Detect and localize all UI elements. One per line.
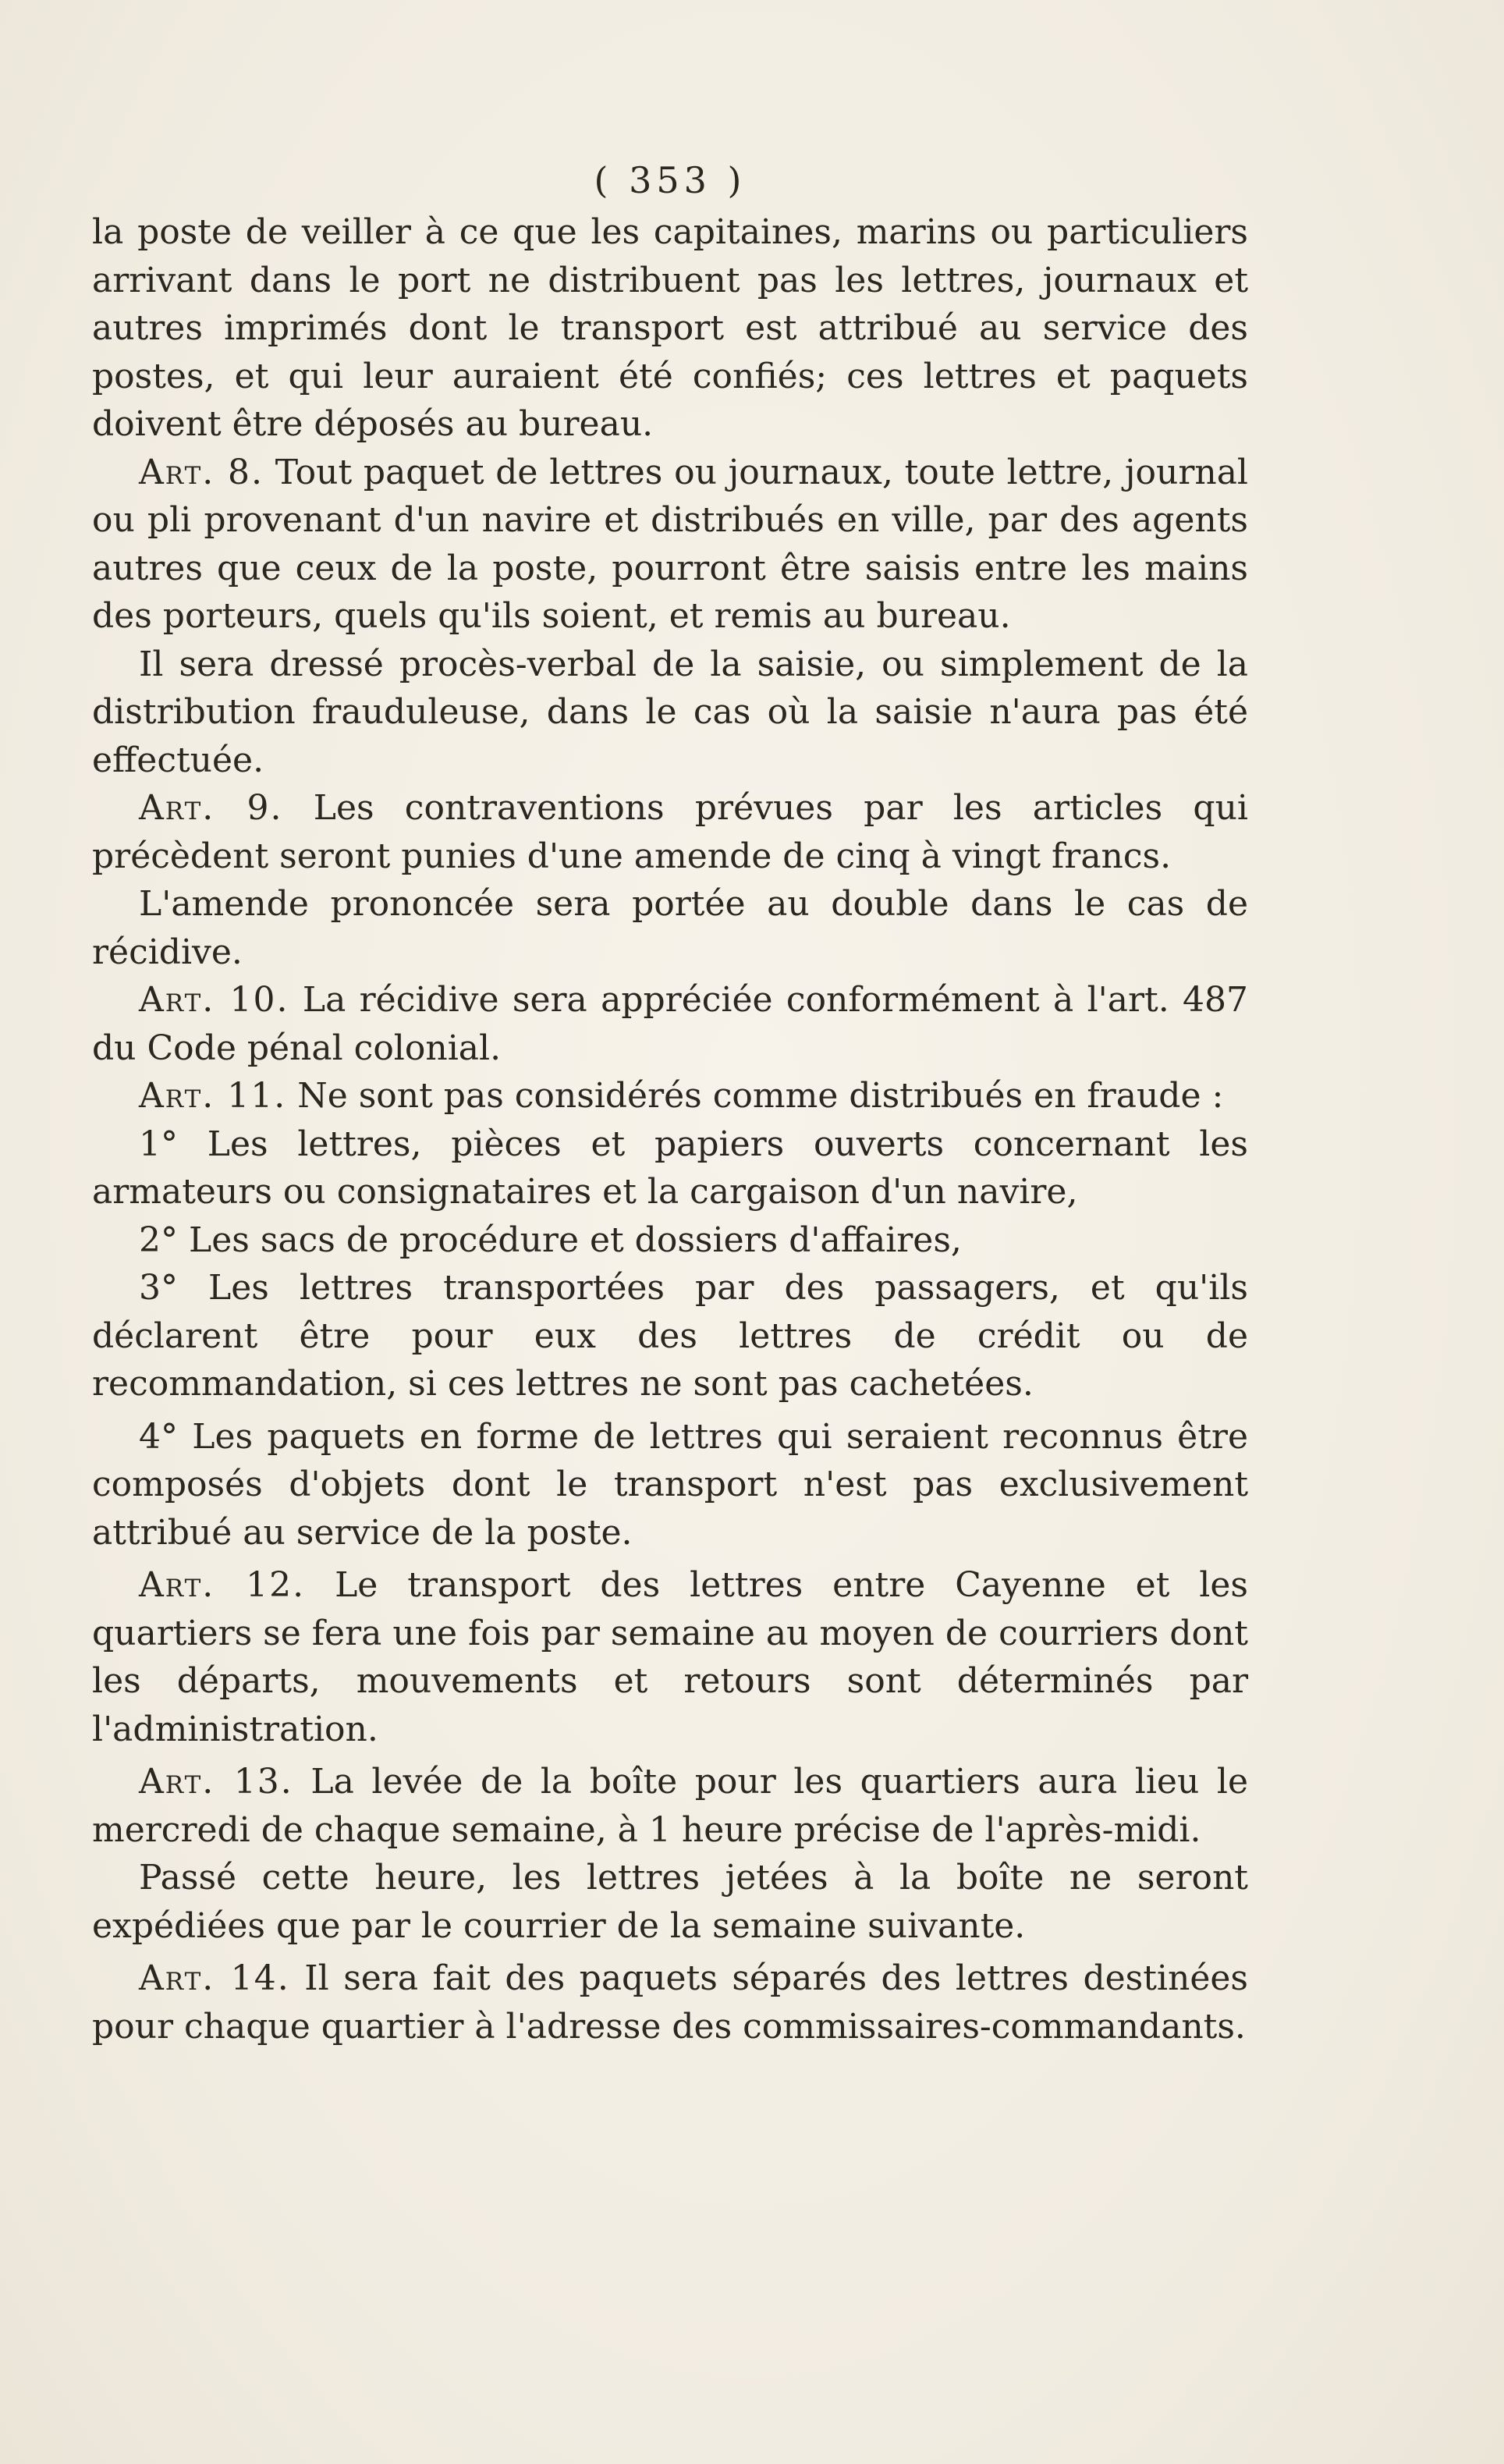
- page-number: ( 353 ): [594, 159, 747, 201]
- paragraph-text: Les lettres transportées par des passagers, et qu'ils déclarent être pour eux des lettres de crédit ou de recommandation, si ces lettres ne sont pas cachetées.: [92, 1268, 1248, 1404]
- paragraph-text: Les paquets en forme de lettres qui seraient reconnus être composés d'objets dont le transport n'est pas exclusivement attribué au service de la poste.: [92, 1416, 1248, 1553]
- paragraph-passe-cette-heure: [92, 1854, 1248, 1950]
- paragraph-text: La récidive sera appréciée conformément à l'art. 487 du Code pénal colonial.: [92, 980, 1248, 1068]
- paragraph-text: La levée de la boîte pour les quartiers aura lieu le mercredi de chaque semaine, à 1 heure précise de l'après-midi.: [92, 1762, 1248, 1850]
- article-12: [92, 1561, 1248, 1753]
- list-item-number: 2°: [139, 1220, 178, 1260]
- article-heading: Art. 9.: [139, 788, 283, 828]
- list-item-number: 1°: [139, 1124, 178, 1164]
- article-heading: Art. 12.: [139, 1565, 306, 1605]
- paragraph-amende: [92, 880, 1248, 976]
- list-item-4: [92, 1413, 1248, 1557]
- list-item-1: [92, 1120, 1248, 1216]
- article-heading: Art. 14.: [139, 1958, 290, 1998]
- article-13: [92, 1758, 1248, 1854]
- paragraph-text: L'amende prononcée sera portée au double dans le cas de récidive.: [92, 884, 1248, 972]
- paragraph-proces-verbal: [92, 641, 1248, 785]
- article-9: [92, 784, 1248, 880]
- list-item-number: 4°: [139, 1416, 178, 1457]
- article-heading: Art. 11.: [139, 1076, 287, 1116]
- article-10: [92, 976, 1248, 1072]
- article-heading: Art. 10.: [139, 980, 289, 1020]
- list-item-3: [92, 1264, 1248, 1408]
- article-11: [92, 1072, 1248, 1120]
- article-heading: Art. 8.: [139, 452, 264, 492]
- paragraph-text: Ne sont pas considérés comme distribués en fraude :: [297, 1076, 1224, 1116]
- paragraph-continuation: [92, 208, 1248, 449]
- paragraph-text: Il sera dressé procès-verbal de la saisie, ou simplement de la distribution frauduleuse, dans le cas où la saisie n'aura pas été effectuée.: [92, 644, 1248, 780]
- document-text-block: [92, 152, 1248, 2050]
- paragraph-text: Les contraventions prévues par les articles qui précèdent seront punies d'une amende de cinq à vingt francs.: [92, 788, 1248, 876]
- paragraph-text: Les lettres, pièces et papiers ouverts concernant les armateurs ou consignataires et la cargaison d'un navire,: [92, 1124, 1248, 1212]
- paragraph-text: Il sera fait des paquets séparés des lettres destinées pour chaque quartier à l'adresse des commissaires-commandants.: [92, 1958, 1248, 2047]
- paragraph-text: Passé cette heure, les lettres jetées à la boîte ne seront expédiées que par le courrier de la semaine suivante.: [92, 1858, 1248, 1946]
- paragraph-text: Les sacs de procédure et dossiers d'affaires,: [189, 1220, 962, 1260]
- list-item-number: 3°: [139, 1268, 178, 1308]
- article-8: [92, 449, 1248, 641]
- paragraph-text: la poste de veiller à ce que les capitaines, marins ou particuliers arrivant dans le port ne distribuent pas les lettres, journaux et autres imprimés dont le transport est attribué au service des postes, et qui leur auraient été confiés; ces lettres et paquets doivent être déposés au bureau.: [92, 212, 1248, 444]
- list-item-2: [92, 1216, 1248, 1265]
- paragraph-text: Le transport des lettres entre Cayenne et les quartiers se fera une fois par semaine au moyen de courriers dont les départs, mouvements et retours sont déterminés par l'administration.: [92, 1565, 1248, 1749]
- article-14: [92, 1955, 1248, 2050]
- article-heading: Art. 13.: [139, 1762, 293, 1802]
- paragraph-text: Tout paquet de lettres ou journaux, toute lettre, journal ou pli provenant d'un navire et distribués en ville, par des agents autres que ceux de la poste, pourront être saisis entre les mains des porteurs, quels qu'ils soient, et remis au bureau.: [92, 452, 1248, 636]
